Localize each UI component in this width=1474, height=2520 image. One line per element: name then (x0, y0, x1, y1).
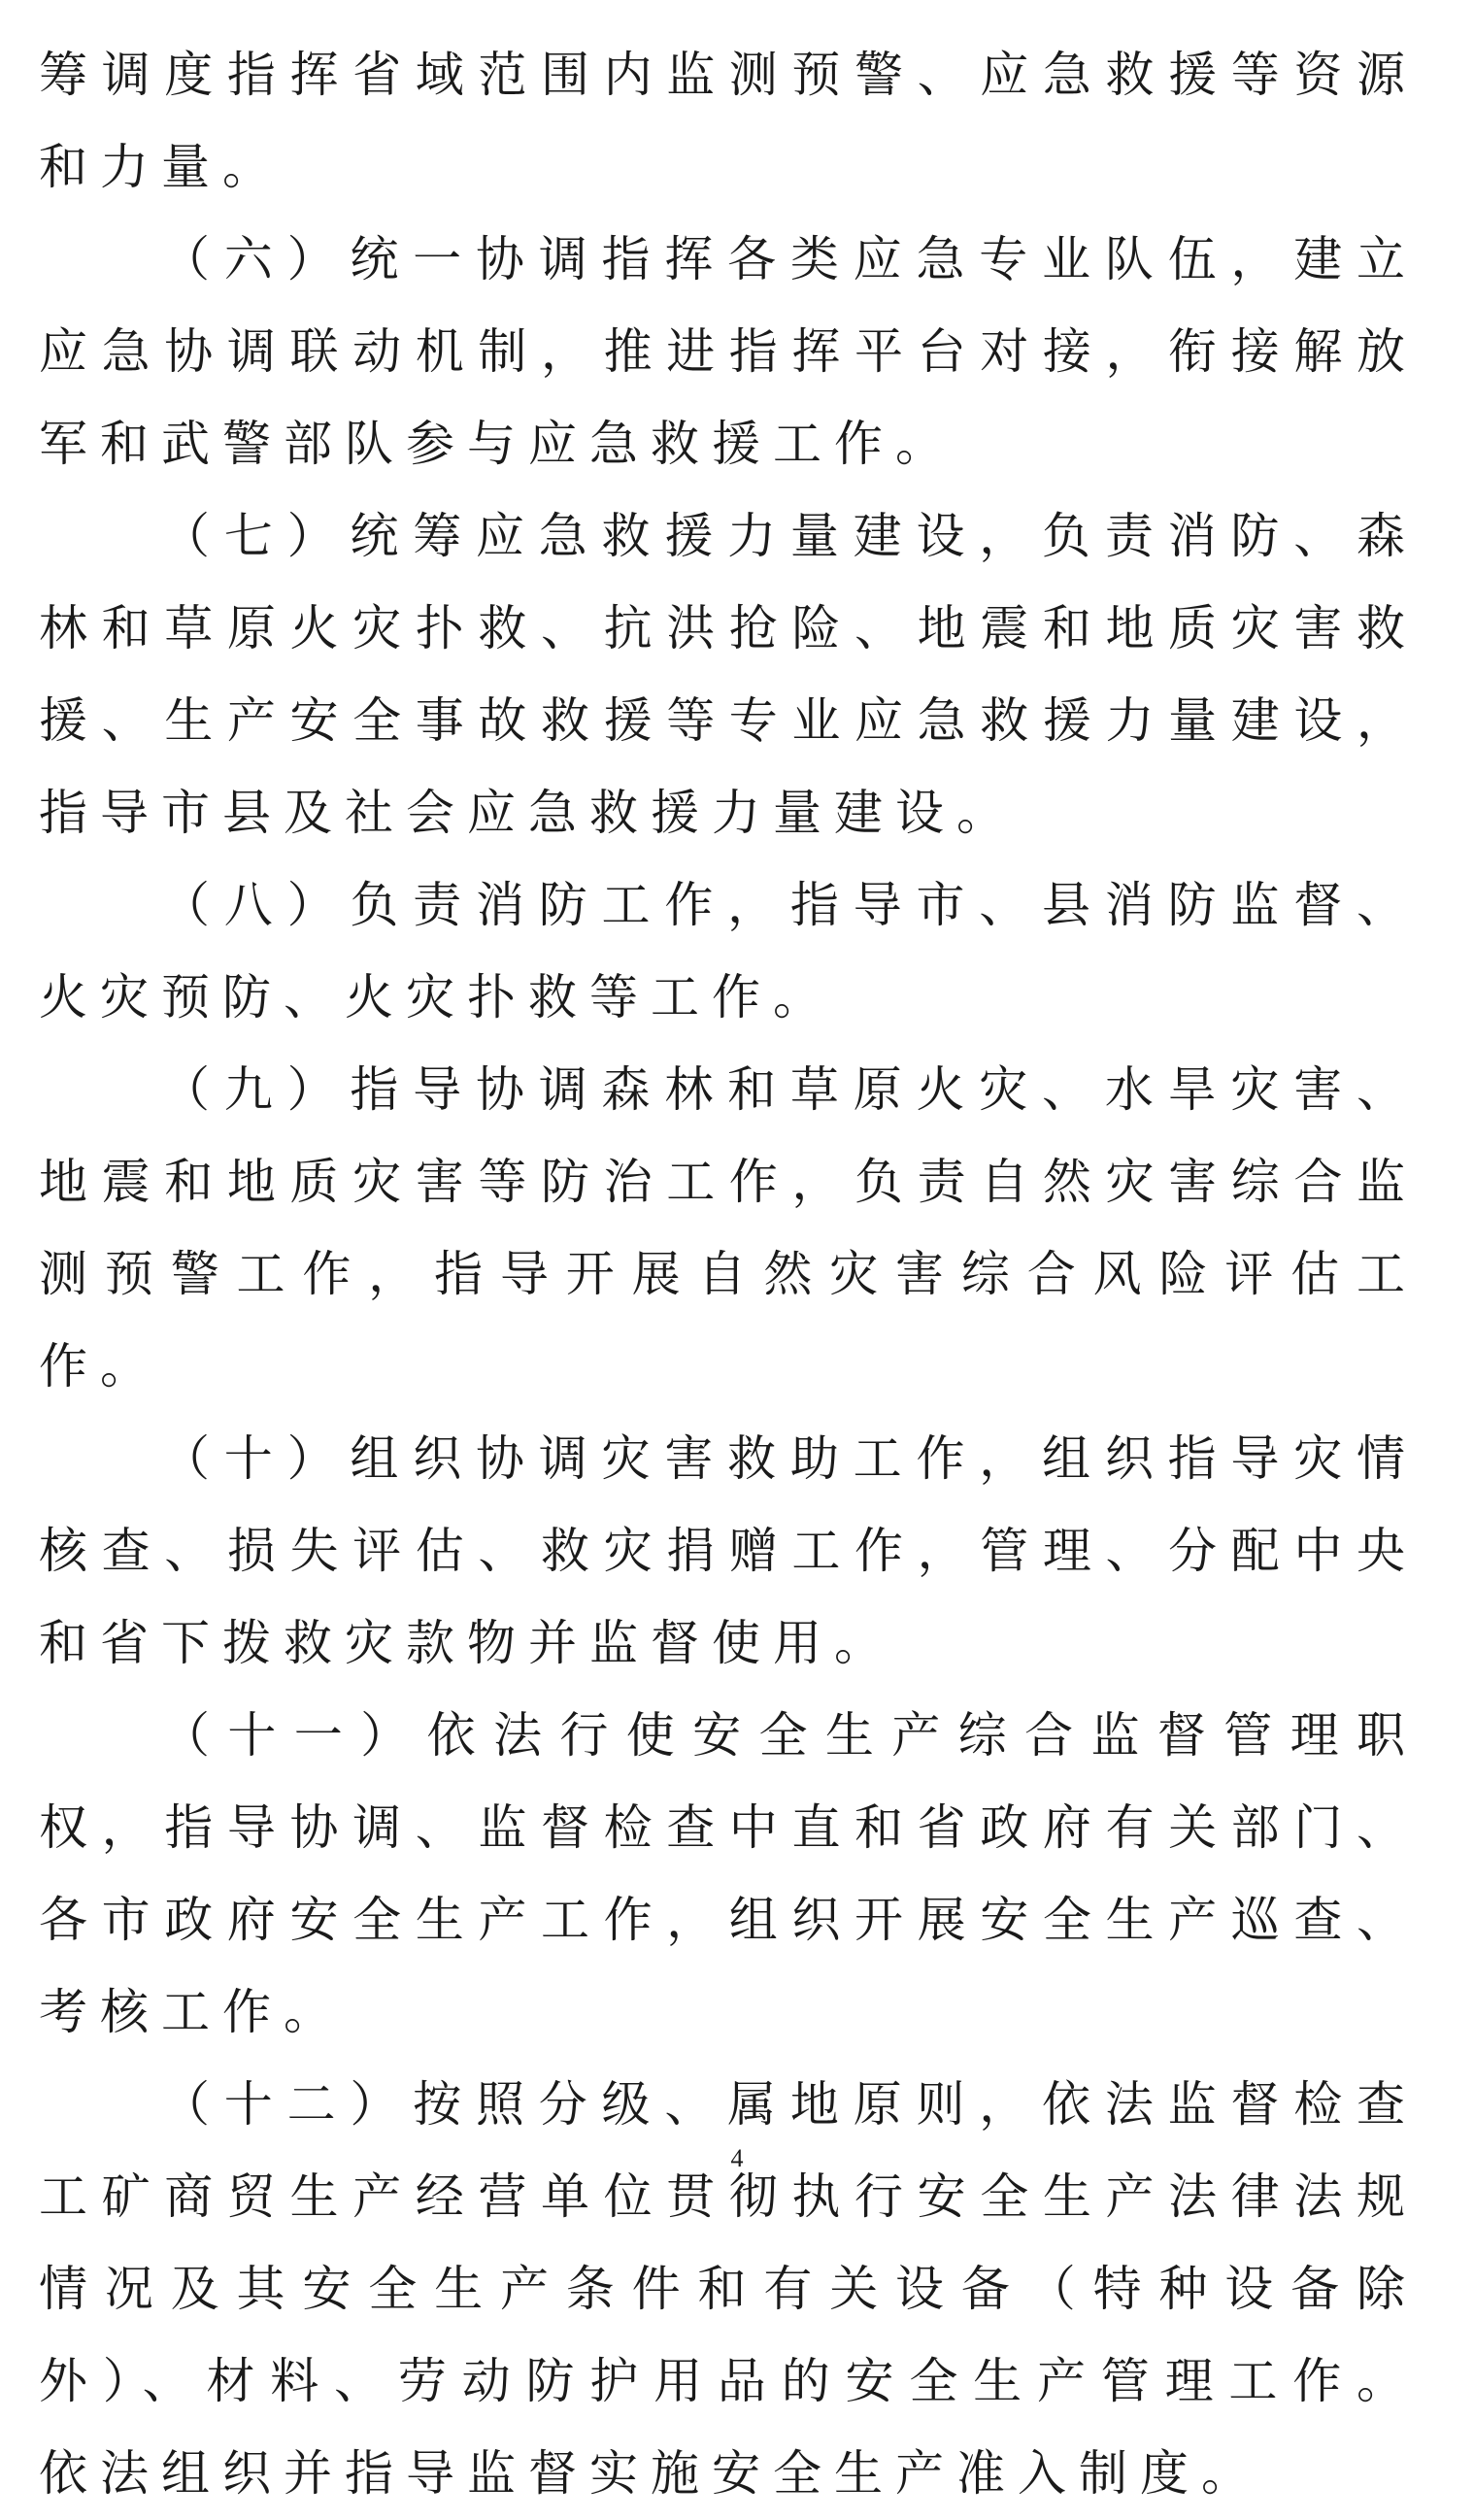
paragraph-item-11: （十一）依法行使安全生产综合监督管理职权，指导协调、监督检查中直和省政府有关部门、各市政府安全生产工作，组织开展安全生产巡查、考核工作。 (39, 1707, 1418, 2040)
paragraph-item-7: （七）统筹应急救援力量建设，负责消防、森林和草原火灾扑救、抗洪抢险、地震和地质灾害救援、生产安全事故救援等专业应急救援力量建设，指导市县及社会应急救援力量建设。 (39, 508, 1418, 841)
paragraph-item-10: （十）组织协调灾害救助工作，组织指导灾情核查、损失评估、救灾捐赠工作，管理、分配中央和省下拨救灾款物并监督使用。 (39, 1430, 1418, 1671)
page-number: 4 (730, 2144, 744, 2172)
paragraph-item-9: （九）指导协调森林和草原火灾、水旱灾害、地震和地质灾害等防治工作，负责自然灾害综合监测预警工作，指导开展自然灾害综合风险评估工作。 (39, 1061, 1418, 1394)
document-page (39, 0, 1418, 2520)
paragraph-item-6: （六）统一协调指挥各类应急专业队伍，建立应急协调联动机制，推进指挥平台对接，衔接解放军和武警部队参与应急救援工作。 (39, 231, 1418, 472)
paragraph-item-8: （八）负责消防工作，指导市、县消防监督、火灾预防、火灾扑救等工作。 (39, 877, 1418, 1025)
paragraph-item-12: （十二）按照分级、属地原则，依法监督检查工矿商贸生产经营单位贯彻执行安全生产法律法规情况及其安全生产条件和有关设备（特种设备除外）、材料、劳动防护用品的安全生产管理工作。依法组织并指导监督实施安全生产准入制度。 (39, 2076, 1418, 2502)
paragraph-continuation: 筹调度指挥省域范围内监测预警、应急救援等资源和力量。 (39, 47, 1418, 195)
